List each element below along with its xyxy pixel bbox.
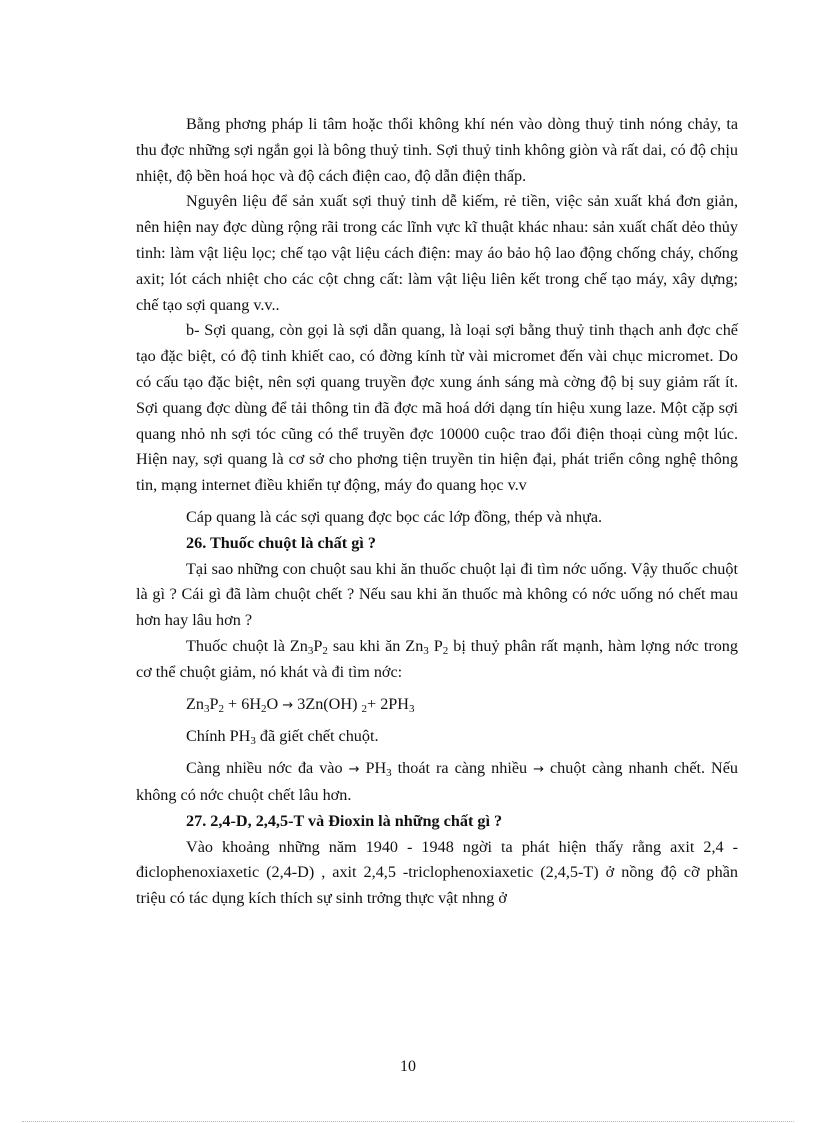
paragraph-ph3-kills: Chính $PH_3$ đã giết chết chuột. bbox=[186, 727, 379, 748]
paragraph-glass-wool: Bằng phơng pháp li tâm hoặc thổi không khí nén vào dòng thuỷ tinh nóng chảy, ta thu đợc những sợi ngắn gọi là bông thuỷ tinh. Sợi thuỷ tinh không giòn và rất dai, có độ chịu nhiệt, độ bền hoá học và độ cách điện cao, độ dẫn điện thấp. bbox=[136, 115, 738, 185]
page-content bbox=[136, 112, 738, 912]
arrow-icon: → bbox=[348, 762, 360, 778]
paragraph-rat-poison-question: Tại sao những con chuột sau khi ăn thuốc chuột lại đi tìm nớc uống. Vậy thuốc chuột là gì ? Cái gì đã làm chuột chết ? Nếu sau khi ăn thuốc mà không có nớc uống nó chết mau hơn hay lâu hơn ? bbox=[136, 559, 738, 630]
paragraph-herbicides: Vào khoảng những năm 1940 - 1948 ngời ta phát hiện thấy rằng axit 2,4 - điclophenoxiaxetic (2,4-D) , axit 2,4,5 -triclophenoxiaxetic (2,4,5-T) ở nồng độ cỡ phần triệu có tác dụng kích thích sự sinh trởng thực vật nhng ở bbox=[136, 837, 738, 908]
chemical-equation: $Zn_3P_2 + 6H_2O \to 3Zn(OH)$ $_2+ 2PH_3$ bbox=[186, 694, 415, 715]
paragraph-optical-fiber: b- Sợi quang, còn gọi là sợi dẫn quang, là loại sợi bằng thuỷ tinh thạch anh đợc chế tạo đặc biệt, có độ tinh khiết cao, có đờng kính từ vài micromet đến vài chục micromet. Do có cấu tạo đặc biệt, nên sợi quang truyền đợc xung ánh sáng mà cờng độ bị suy giảm rất ít. Sợi quang đợc dùng để tải thông tin đã đợc mã hoá dới dạng tín hiệu xung laze. Một cặp sợi quang nhỏ nh sợi tóc cũng có thể truyền đợc 10000 cuộc trao đổi điện thoại cùng một lúc. Hiện nay, sợi quang là cơ sở cho phơng tiện truyền tin hiện đại, phát triển công nghệ thông tin, mạng internet điều khiển tự động, máy đo quang học v.v bbox=[136, 321, 738, 495]
paragraph-optical-cable: Cáp quang là các sợi quang đợc bọc các lớp đồng, thép và nhựa. bbox=[186, 507, 603, 526]
page-bottom-divider bbox=[22, 1121, 794, 1122]
heading-27: 27. 2,4-D, 2,4,5-T và Đioxin là những chất gì ? bbox=[186, 811, 503, 830]
arrow-icon: → bbox=[282, 697, 294, 713]
arrow-icon: → bbox=[533, 762, 544, 778]
page-number: 10 bbox=[400, 1058, 416, 1075]
heading-26: 26. Thuốc chuột là chất gì ? bbox=[186, 533, 376, 552]
paragraph-more-water: Càng nhiều nớc đa vào → $PH_3$ thoát ra càng nhiều → chuột càng nhanh chết. Nếu không có nớc chuột chết lâu hơn. bbox=[136, 759, 739, 804]
paragraph-rat-poison-answer: Thuốc chuột là $Zn_3P_2$ sau khi ăn $Zn_3$ $P_2$ bị thuỷ phân rất mạnh, hàm lợng nớc trong cơ thể chuột giảm, nó khát và đi tìm nớc: bbox=[136, 636, 738, 681]
paragraph-glass-fiber-uses: Nguyên liệu để sản xuất sợi thuỷ tinh dễ kiếm, rẻ tiền, việc sản xuất khá đơn giản, nên hiện nay đợc dùng rộng rãi trong các lĩnh vực kĩ thuật khác nhau: sản xuất chất dẻo thủy tinh: làm vật liệu lọc; chế tạo vật liệu cách điện: may áo bảo hộ lao động chống cháy, chống axit; lót cách nhiệt cho các cột chng cất: làm vật liệu liên kết trong chế tạo máy, xây dựng; chế tạo sợi quang v.v.. bbox=[136, 192, 738, 314]
